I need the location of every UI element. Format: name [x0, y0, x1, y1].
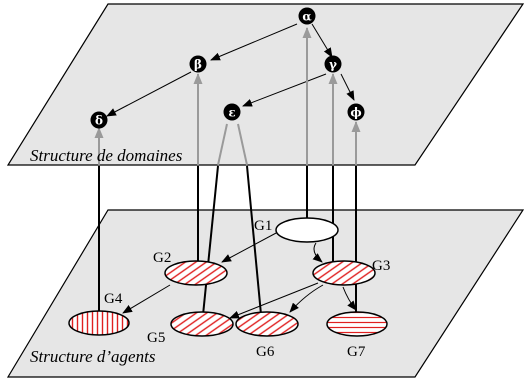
label-g2: G2: [153, 250, 172, 266]
domain-node-phi[interactable]: [348, 104, 365, 121]
group-g3[interactable]: [313, 261, 375, 285]
node-beta-label: β: [194, 57, 202, 72]
domain-node-epsilon[interactable]: [224, 104, 241, 121]
domain-node-alpha[interactable]: [299, 8, 316, 25]
domain-node-delta[interactable]: [91, 112, 108, 129]
label-g4: G4: [104, 291, 123, 307]
node-alpha-label: α: [302, 9, 312, 24]
domains-plane-label: Structure de domaines: [30, 146, 183, 165]
group-g7[interactable]: [327, 312, 387, 336]
domain-node-beta[interactable]: [190, 56, 207, 73]
label-g6: G6: [256, 344, 275, 360]
label-g7: G7: [347, 344, 366, 360]
group-g4[interactable]: [69, 311, 129, 335]
node-gamma-label: γ: [329, 57, 337, 72]
group-g2[interactable]: [165, 261, 227, 285]
group-g5[interactable]: [171, 312, 233, 336]
group-g1[interactable]: [276, 218, 338, 242]
label-g5: G5: [147, 330, 166, 346]
node-epsilon-label: ε: [228, 105, 236, 120]
node-phi-label: ϕ: [350, 105, 362, 120]
domain-node-gamma[interactable]: [325, 56, 342, 73]
node-delta-label: δ: [94, 113, 104, 128]
label-g3: G3: [372, 258, 391, 274]
domains-plane: [8, 4, 523, 165]
label-g1: G1: [254, 218, 273, 234]
agents-plane-label: Structure d’agents: [30, 347, 156, 366]
group-g6[interactable]: [236, 312, 298, 336]
